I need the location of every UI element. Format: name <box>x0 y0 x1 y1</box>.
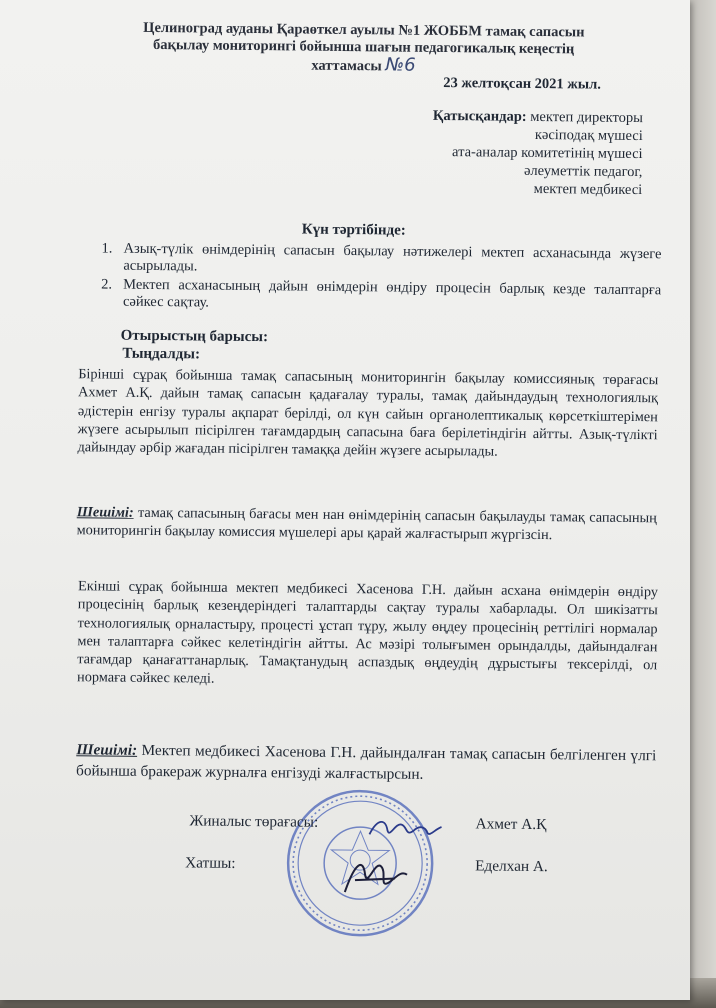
chair-label: Жиналыс төрағасы: <box>189 812 319 831</box>
agenda-item <box>101 240 661 280</box>
header-line-1: Целиноград ауданы Қараөткел ауылы №1 ЖОББМ тамақ сапасын <box>143 19 585 41</box>
decision-label: Шешімі: <box>76 741 138 759</box>
decision-text: Мектеп медбикесі Хасенова Г.Н. дайындалған тамақ сапасын белгіленген үлгі бойынша бракераж журналға енгізуді жалғастырсын. <box>76 741 657 783</box>
agenda-item-text: Мектеп асханасының дайын өнімдерін өндіру процесін барлық кезде талаптарға сәйкес сақтау. <box>122 276 662 311</box>
secretary-name: Еделхан А. <box>475 857 548 876</box>
agenda-title: Күн тәртібінде: <box>301 221 406 239</box>
header-line-3-text: хаттамасы <box>311 57 382 75</box>
participant: әлеуметтік педагог, <box>523 162 643 181</box>
participant: кәсіподақ мүшесі <box>534 126 643 145</box>
participant: мектеп директоры <box>530 108 644 127</box>
agenda-item-text: Азық-түлік өнімдерінің сапасын бақылау нәтижелері мектеп асханасында жүзеге асырылады. <box>123 240 662 275</box>
proceedings-title: Отырыстың барысы: <box>120 327 269 346</box>
paragraph-second-question: Екінші сұрақ бойынша мектеп медбикесі Хасенова Г.Н. дайын асхана өнімдерін өндіру процесінің барлық кезеңдеріндегі талаптарды сақтау туралы хабарлады. Ол шикізатты технологиялық орналастыру, процесті ұстап тұру, жылу өңдеу процесінің реттілігі нормалар мен талаптарға сәйкес келетіндігін айтты. Ас мәзірі толығымен орындалды, дайындалған тағамдар қанағаттанарлық. Тамақтанудың аспаздық өңдеудің дұрыстығы тексерілді, ол нормаға сәйкес келеді. <box>76 578 659 688</box>
heard-title: Тыңдалды: <box>122 345 201 363</box>
participants-label: Қатысқандар: <box>432 107 527 125</box>
chair-name: Ахмет А.Қ <box>475 815 547 834</box>
chair-signature <box>365 812 445 843</box>
participants-block <box>392 106 643 199</box>
paragraph-first-question: Бірінші сұрақ бойынша тамақ сапасының мониторингін бақылау комиссиянық төрағасы Ахмет А.Қ. дайын тамақ сапасын қадағалау туралы, тамақ дайындаудың технологиялық әдістерін енгізу туралы ақпарат берілді, ол күн сайын органолептикалық көрсеткіштерімен жүзеге асырылып пісірілген тағамдардың сапасына баға берілетіндігін айтты. Азық-түлікті дайындау әрбір жағадан пісірілген тамаққа дейін жүзеге асырылады. <box>77 366 659 460</box>
agenda-list <box>101 240 662 318</box>
paragraph-decision-1 <box>77 503 657 546</box>
participant: ата-аналар комитетінің мүшесі <box>451 144 643 163</box>
document-header <box>83 19 644 78</box>
paragraph-decision-2 <box>76 739 656 787</box>
decision-text: тамақ сапасының бағасы мен нан өнімдерінің сапасын бақылауды тамақ сапасының мониторингін бақылау комиссия мүшелері ары қарай жалғастырып жүргізсін. <box>76 504 657 544</box>
agenda-item-number: 2. <box>101 276 113 293</box>
participant: мектеп медбикесі <box>533 180 643 199</box>
handwritten-number: №6 <box>385 54 416 76</box>
agenda-item <box>101 276 661 316</box>
agenda-item-number: 1. <box>101 240 113 257</box>
secretary-label: Хатшы: <box>185 854 236 872</box>
decision-label: Шешімі: <box>76 504 134 521</box>
secretary-signature <box>335 852 416 903</box>
document-date: 23 желтоқсан 2021 жыл. <box>443 75 602 93</box>
header-line-2: бақылау мониторингі бойынша шағын педагогикалық кеңестің <box>152 36 575 58</box>
